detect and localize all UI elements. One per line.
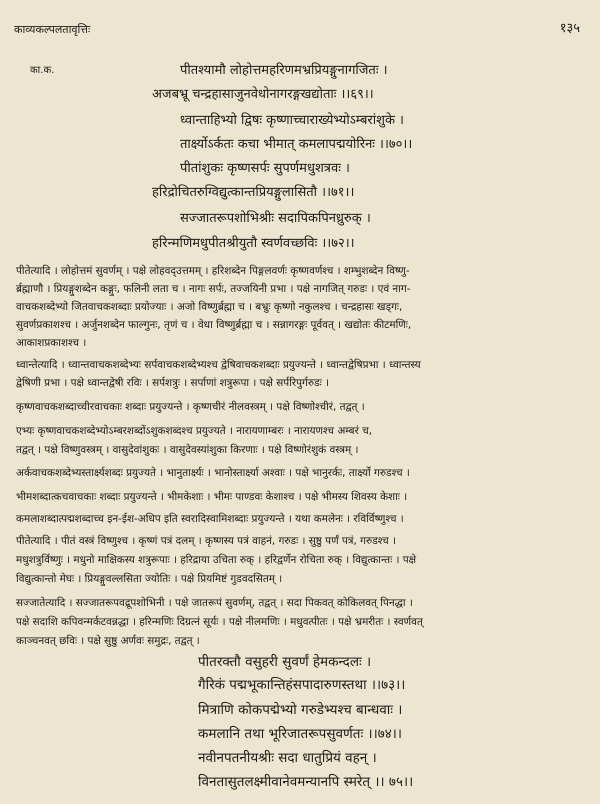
commentary-line: अर्कवाचकशब्देभ्यस्तार्क्ष्यशब्दः प्रयुज्यते । भानुतार्क्ष्यः । भानोस्तार्क्ष्या अश्वाः । पक्षे भानुरर्कः, तार्क्ष्यो गरुडश्च ।	[16, 467, 410, 479]
verse-line: सज्जातरूपशोभिश्रीः सदापिकपिनध्रुरुक् ।	[180, 211, 371, 226]
commentary-line: ध्वान्तेत्यादि । ध्वान्तवाचकशब्देभ्यः सर्पवाचकशब्देभ्यश्च द्वेषिवाचकशब्दाः प्रयुज्यन्ते । ध्वान्तद्वेषिप्रभा । ध्वान्तस्य	[16, 359, 421, 371]
verse-line: गैरिकं पद्मभूकान्तिहंसपादारुणस्तथा ।।७३।।	[198, 677, 406, 693]
commentary-line: विद्युत्कान्तो मेघः । प्रियङ्गुवल्लसिता ज्योतिः । पक्षे प्रियमिष्टं गुडवदसितम् ।	[16, 573, 283, 585]
verse-line: कमलानि तथा भूरिजातरूपसुवर्णतः ।।७४।।	[198, 726, 402, 742]
commentary-line: आकाशप्रकाशश्च ।	[16, 337, 87, 349]
commentary-line: भीमशब्दात्कचवाचकाः शब्दाः प्रयुज्यन्ते । भीमकेशाः । भीमः पाण्डवः केशाश्च । पक्षे भीमस्य शिवस्य केशाः ।	[16, 491, 408, 503]
verse-line: हरिन्मणिमधुपीतश्रीयुतौ स्वर्णवच्छविः ।।७२।।	[152, 236, 355, 251]
commentary-line: सज्जातेत्यादि । सज्जातरूपवद्रूपशोभिनी । पक्षे जातरूपं सुवर्णम्, तद्वत् । सदा पिकवत् कोकिलवत् पिनद्धा ।	[16, 597, 413, 609]
commentary-line: कृष्णवाचकशब्दाच्चीरवाचकाः शब्दाः प्रयुज्यन्ते । कृष्णचीरं नीलवस्त्रम् । पक्षे विष्णोश्चीरं, तद्वत् ।	[16, 401, 365, 413]
verse-line: पीतरक्तौ वसुहरी सुवर्णं हेमकन्दलः ।	[198, 654, 372, 670]
commentary-line: पक्षे सदाशि कपिवन्मर्कटवन्नद्धा । हरिन्मणिः दिग्रत्नं सूर्यः । पक्षे नीलमणिः । मधुवत्पीतः । पक्षे भ्रमरीतः । स्वर्णवत्	[16, 616, 423, 628]
commentary-line: पीतेत्यादि । लोहोत्तमं सुवर्णम् । पक्षे लोहवद्उत्तमम् । हरिशब्देन पिङ्गलवर्णः कृष्णवर्णश्च । शम्भुशब्देन विष्णु-	[16, 265, 410, 277]
verse-line: विनतासुतलक्ष्मीवानेवमन्यानपि स्मरेत् ।। ७५।।	[198, 774, 414, 790]
running-title: काव्यकल्पलतावृत्तिः	[14, 23, 91, 36]
commentary-line: मधुशत्रुर्विष्णुः । मधुनो माक्षिकस्य शत्रुरूपाः । हरिद्राया उचिता रुक् । हरिद्वर्णेन रोचिता रुक् । विद्युत्कान्तः । पक्षे	[16, 554, 417, 566]
commentary-line: एभ्यः कृष्णवाचकशब्देभ्योऽम्बरशब्दोंऽशुकशब्दश्च प्रयुज्यते । नारायणाम्बरः । नारायणश्च अम्बरं च,	[16, 425, 373, 437]
commentary-line: सुवर्णप्रकाशश्च । अर्जुनशब्देन फाल्गुनः, तृणं च । वेधा विष्णुर्ब्रह्मा च । सन्नागरङ्गः पूर्ववत् । खद्योतः कीटमणिः,	[16, 319, 412, 331]
verse-line: नवीनपतनीयश्रीः सदा धातुप्रियं वहन् ।	[198, 750, 377, 766]
page-number: १३५	[559, 21, 580, 36]
verse-line: पीतांशुकः कृष्णसर्पः सुपर्णमधुशत्रवः ।	[180, 161, 350, 176]
commentary-line: वाचकशब्देभ्यो जितवाचकशब्दाः प्रयोज्याः । अजो विष्णुर्ब्रह्मा च । बभ्रुः कृष्णो नकुलश्च । चन्द्रहासः खड्गः,	[16, 301, 403, 313]
verse-line: तार्क्ष्योऽर्कतः कचा भीमात् कमलापद्मयोरिनः ।।७०।।	[180, 137, 413, 152]
verse-line: ध्वान्ताहिभ्यो द्विषः कृष्णाच्चाराख्येभ्योऽम्बरांशुके ।	[180, 113, 404, 128]
commentary-line: तद्वत् । पक्षे विष्णुवस्त्रम् । वासुदेवांशुकः । वासुदेवस्यांशुका किरणाः । पक्षे विष्णोरंशुकं वस्त्रम् ।	[16, 444, 359, 456]
verse-line: पीतश्यामौ लोहोत्तमहरिणमभ्रप्रियङ्गुनागजितः ।	[180, 63, 388, 78]
commentary-line: द्वेषिणी प्रभा । पक्षे ध्वान्तद्वेषी रविः । सर्पशत्रुः । सर्पाणां शत्रुरूपा । पक्षे सर्परिपुर्गरुडः ।	[16, 377, 330, 389]
verse-line: मित्राणि कोकपद्मेभ्यो गरुडेभ्यश्च बान्धवाः ।	[198, 702, 403, 718]
commentary-line: कमलाशब्दात्पद्मशब्दाच्च इन-ईश-अधिप इति स्वरादिस्वामिशब्दाः प्रयुज्यन्ते । यथा कमलेनः । रविर्विष्णुश्च ।	[16, 513, 404, 525]
commentary-line: र्ब्रह्माणौ । प्रियङ्गुशब्देन कङ्गुः, फलिनी लता च । नागः सर्पः, तज्जयिनी प्रभा । पक्षे नागजित् गरुडः । एवं नाग-	[16, 283, 411, 295]
verse-line: हरिद्रोचितरुग्विद्युत्कान्तप्रियङ्गुलासितौ ।।७१।।	[152, 185, 355, 200]
commentary-line: काञ्चनवत् छविः । पक्षे सुष्ठु अर्णवः समुद्रः, तद्वत् ।	[16, 635, 200, 647]
commentary-line: पीतेत्यादि । पीतं वस्त्रं विष्णुश्च । कृष्णं पत्रं दलम् । कृष्णस्य पत्रं वाहनं, गरुडः । सुष्ठु पर्णं पत्रं, गरुडश्च ।	[16, 535, 397, 547]
margin-note: का.क.	[30, 65, 55, 76]
verse-line: अजबभ्रू चन्द्रहासाजुनवेधोनागरङ्गखद्योताः ।।६९।।	[152, 87, 374, 102]
